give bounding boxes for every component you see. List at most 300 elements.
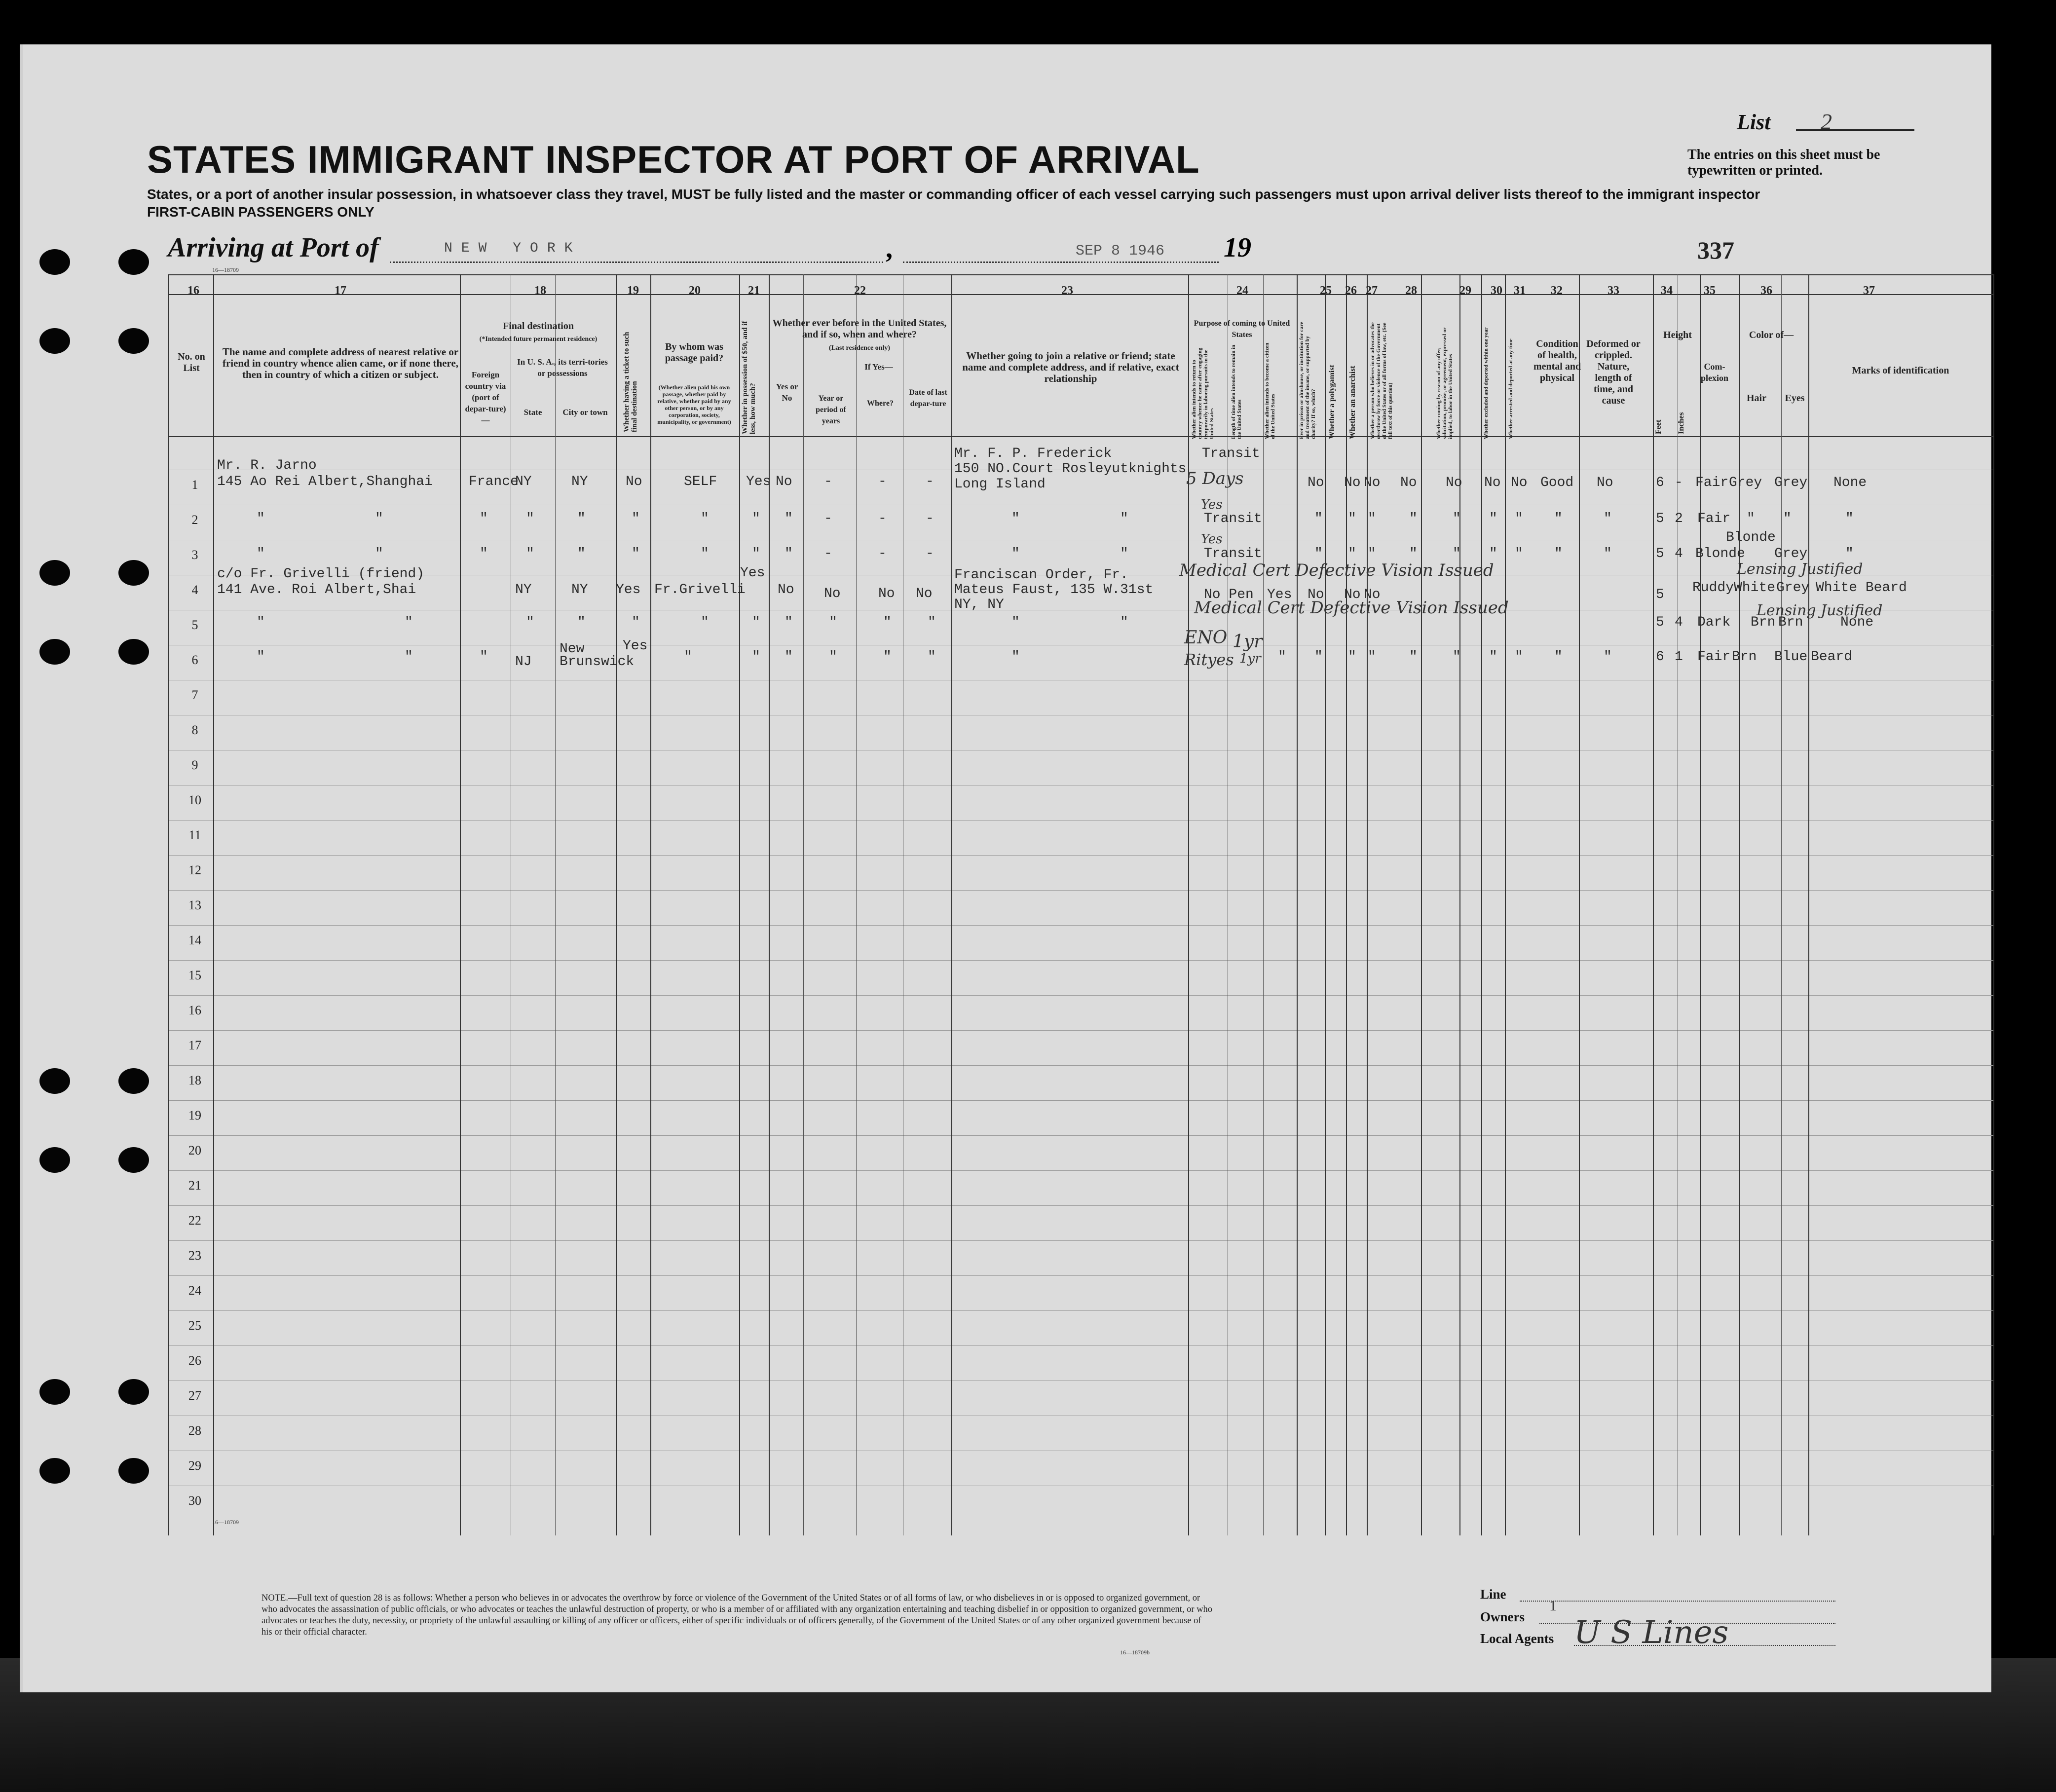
row-rule	[168, 1240, 1993, 1241]
r3-purpose: Transit	[1204, 546, 1262, 561]
r4-complexion: Ruddy	[1692, 580, 1734, 596]
r6-ditto: "	[1314, 649, 1323, 665]
r1-prison: No	[1308, 475, 1324, 490]
r6-purpose-hw3: Rityes	[1184, 650, 1234, 669]
r1-relative-name: Mr. R. Jarno	[217, 458, 317, 473]
r1-paid: SELF	[684, 474, 717, 489]
col-border	[1739, 274, 1740, 1535]
r4-join-name: Franciscan Order, Fr.	[954, 567, 1128, 583]
col-number: 23	[1061, 284, 1073, 297]
r4-paid: Fr.Grivelli	[654, 582, 746, 597]
r6-ditto: "	[405, 649, 413, 665]
r4-city: NY	[571, 582, 588, 597]
col-number: 32	[1551, 284, 1563, 297]
header-city: City or town	[562, 408, 608, 417]
r5-feet: 5	[1656, 615, 1664, 630]
row-number: 20	[188, 1143, 201, 1157]
col-number: 36	[1760, 284, 1772, 297]
header-date-departure: Date of last depar-ture	[909, 388, 947, 408]
list-number: 2	[1821, 109, 1832, 134]
r1-contract: No	[1446, 475, 1462, 490]
r1-anarchist: No	[1364, 475, 1381, 490]
row-rule	[168, 1030, 1993, 1031]
col-number: 19	[627, 284, 639, 297]
r6-purpose-hw2: 1yr	[1233, 632, 1263, 652]
punch-hole	[118, 249, 149, 275]
header-nearest-relative: The name and complete address of nearest relative or friend in country whence alien came, or if none there, then in country of which a citizen or subject.	[222, 346, 459, 380]
r2-ditto: "	[1120, 511, 1128, 526]
punch-hole	[39, 328, 70, 354]
arriving-label: Arriving at Port of	[168, 232, 379, 263]
header-prison: Ever in prison or almshouse, or institution for care and treatment of the insane, or supported by charity? If so, which?	[1299, 322, 1316, 439]
col-border	[739, 274, 740, 1535]
header-final-destination-note: (*Intended future permanent residence)	[479, 336, 598, 343]
row-number: 11	[188, 828, 201, 842]
r2-inches: 2	[1675, 511, 1683, 526]
col-number: 26	[1345, 284, 1357, 297]
punch-hole	[39, 560, 70, 586]
table-border	[168, 274, 1993, 275]
header-bottom	[168, 436, 1993, 437]
r2-complexion: Fair	[1697, 511, 1731, 526]
header-foreign-country: Foreign country via (port of depar-ture)—	[465, 370, 506, 425]
header-contract: Whether coming by reason of any offer, solicitation, promise, or agreement, expressed or implied, to labor in the United States	[1436, 327, 1454, 439]
col-number: 24	[1236, 284, 1248, 297]
r6-inches: 1	[1675, 649, 1683, 665]
punch-hole	[39, 249, 70, 275]
r1-overthrow: No	[1400, 475, 1417, 490]
r5-ditto: "	[632, 615, 640, 630]
row-rule	[168, 960, 1993, 961]
col-border	[1325, 274, 1326, 1535]
r6-ditto: "	[684, 649, 692, 665]
header-excluded: Whether excluded and deported within one year	[1483, 327, 1489, 439]
r1-date: -	[926, 474, 934, 489]
col-border	[616, 274, 617, 1535]
col-border	[1505, 274, 1506, 1535]
punch-hole	[118, 560, 149, 586]
col-number: 16	[187, 284, 199, 297]
r3-dash: -	[824, 546, 832, 561]
r5-ditto: "	[577, 615, 586, 630]
r4-relative-name: c/o Fr. Grivelli (friend)	[217, 566, 425, 582]
r1-feet: 6	[1656, 475, 1664, 490]
header-hair: Hair	[1747, 393, 1766, 404]
r4-where: No	[878, 586, 895, 601]
r4-purpose-c: Yes	[1267, 587, 1292, 602]
r4-feet: 5	[1656, 587, 1664, 602]
row-number: 15	[188, 968, 201, 982]
r6-ditto: "	[785, 649, 793, 665]
punch-hole	[118, 328, 149, 354]
r6-purpose-hw4: 1yr	[1239, 651, 1261, 666]
header-if-yes: If Yes—	[864, 362, 893, 372]
punch-hole	[118, 1458, 149, 1484]
r4-marks: White Beard	[1816, 580, 1907, 596]
r5-ditto: "	[1120, 615, 1128, 630]
r4-ticket: Yes	[616, 582, 641, 597]
r4-ever-before: No	[778, 582, 794, 597]
row-number: 1	[191, 478, 198, 492]
r2-ditto: "	[785, 511, 793, 526]
r1-inches: -	[1675, 475, 1683, 490]
r1-eyes: Grey	[1774, 475, 1808, 490]
col-number: 37	[1863, 284, 1875, 297]
col-number: 22	[854, 284, 866, 297]
col-border	[1346, 274, 1347, 1535]
r6-ditto: "	[1604, 649, 1612, 665]
r2-dash: -	[878, 511, 887, 526]
col-border	[951, 274, 952, 1535]
r2-feet: 5	[1656, 511, 1664, 526]
row-number: 6	[191, 653, 198, 667]
r3-ditto: "	[1604, 546, 1612, 561]
col-border	[1481, 274, 1482, 1535]
agents-label: Local Agents	[1480, 1631, 1554, 1646]
r2-ditto: "	[1348, 511, 1356, 526]
r2-ditto: "	[1453, 511, 1461, 526]
r1-join-name: Mr. F. P. Frederick	[954, 446, 1112, 461]
r5-hair: Brn	[1751, 615, 1776, 630]
r6-ticket: Yes	[623, 638, 648, 654]
col-border	[856, 274, 857, 1535]
punch-hole	[118, 1068, 149, 1094]
r6-ditto: "	[1011, 649, 1020, 665]
header-color-of: Color of—	[1749, 330, 1794, 340]
r2-ditto: "	[1747, 511, 1755, 526]
r2-ditto: "	[752, 511, 760, 526]
r3-ditto: "	[577, 546, 586, 561]
r4-date: No	[916, 586, 933, 601]
r1-purpose: Transit	[1202, 446, 1260, 461]
r2-ditto: "	[1604, 511, 1612, 526]
r4-medical-annotation: Medical Cert Defective Vision Issued	[1179, 560, 1494, 580]
row-number: 8	[191, 723, 198, 737]
r3-ditto: "	[1845, 546, 1854, 561]
header-height: Height	[1663, 330, 1692, 340]
r3-ditto: "	[752, 546, 760, 561]
col-border	[460, 274, 461, 1535]
col-border	[1188, 274, 1189, 1535]
r2-ditto: "	[1314, 511, 1323, 526]
punch-hole	[39, 1147, 70, 1173]
row-number: 3	[191, 548, 198, 562]
r3-ditto: "	[1314, 546, 1323, 561]
header-year-period: Year or period of years	[816, 394, 846, 425]
r2-ditto: "	[1554, 511, 1563, 526]
r2-ditto: "	[1515, 511, 1523, 526]
col-number: 31	[1514, 284, 1526, 297]
row-rule	[168, 1065, 1993, 1066]
punch-hole	[39, 1458, 70, 1484]
line-rule	[1520, 1601, 1835, 1602]
r5-ditto: "	[405, 615, 413, 630]
r4-eyes: Grey	[1776, 580, 1810, 596]
punch-hole	[118, 1147, 149, 1173]
r1-foreign-country: France	[469, 474, 519, 489]
header-overthrow: Whether a person who believes in or advocates the overthrow by force or violence of the Government of the United States or of all forms of law, etc. (See full text of this question)	[1370, 322, 1393, 439]
row-number: 14	[188, 933, 201, 947]
r6-feet: 6	[1656, 649, 1664, 665]
r4-purpose: No Pen	[1204, 587, 1254, 602]
header-deformed: Deformed or crippled. Nature, length of time, and cause	[1586, 338, 1641, 406]
col-border	[650, 274, 651, 1535]
col-border	[769, 274, 770, 1535]
col-number: 25	[1320, 284, 1332, 297]
r3-ditto: "	[526, 546, 534, 561]
col-border	[1653, 274, 1654, 1535]
r3-inches: 4	[1675, 546, 1683, 561]
header-arrested: Whether arrested and deported at any time	[1508, 338, 1514, 439]
header-eyes: Eyes	[1785, 393, 1805, 404]
r2-ditto: "	[1409, 511, 1418, 526]
r5-medical-annotation: Medical Cert Defective Vision Issued	[1194, 598, 1509, 618]
date-line	[903, 261, 1219, 263]
r6-ditto: "	[257, 649, 265, 665]
header-marks: Marks of identification	[1852, 365, 1949, 376]
r3-ditto: "	[375, 546, 383, 561]
row-number: 19	[188, 1108, 201, 1122]
r1-year: -	[824, 474, 832, 489]
col-border	[1993, 274, 1994, 1535]
port-value: NEW YORK	[444, 241, 582, 256]
row-number: 10	[188, 793, 201, 807]
row-rule	[168, 890, 1993, 891]
row-number: 9	[191, 758, 198, 772]
r3-purpose-handwritten: Yes	[1201, 532, 1223, 547]
col-border	[1459, 274, 1460, 1535]
r3-ditto: "	[1554, 546, 1563, 561]
row-rule	[168, 855, 1993, 856]
r5-ditto: "	[257, 615, 265, 630]
row-number: 23	[188, 1248, 201, 1263]
row-number: 13	[188, 898, 201, 912]
r2-ditto: "	[375, 511, 383, 526]
col-number: 35	[1704, 284, 1716, 297]
header-where: Where?	[867, 399, 894, 408]
r6-ditto: "	[1368, 649, 1376, 665]
row-rule	[168, 1310, 1993, 1311]
row-number: 4	[191, 583, 198, 597]
r2-purpose-handwritten: Yes	[1201, 497, 1223, 512]
r6-ditto: "	[1278, 649, 1286, 665]
row-number: 25	[188, 1318, 201, 1333]
r1-purpose-handwritten: 5 Days	[1186, 469, 1244, 488]
col-border	[555, 274, 556, 1535]
r4-relative-address: 141 Ave. Roi Albert,Shai	[217, 582, 416, 597]
r4-hair: White	[1734, 580, 1776, 596]
typewritten-notice: The entries on this sheet must be typewritten or printed.	[1687, 147, 1880, 178]
r1-deformed: No	[1597, 475, 1613, 490]
col-number: 27	[1366, 284, 1378, 297]
r5-complexion: Dark	[1697, 615, 1731, 630]
col-border	[168, 274, 169, 1535]
r4-prison: No	[1308, 587, 1324, 602]
col-border	[1367, 274, 1368, 1535]
r3-ditto: "	[1368, 546, 1376, 561]
header-no-on-list: No. on List	[178, 351, 205, 373]
header-polygamist: Whether a polygamist	[1328, 365, 1336, 439]
r6-eyes: Blue	[1774, 649, 1808, 665]
r2-ditto: "	[1783, 511, 1792, 526]
r6-city-line1: New	[560, 641, 585, 657]
header-feet: Feet	[1654, 419, 1663, 434]
r5-eyes: Brn	[1778, 615, 1803, 630]
row-number: 5	[191, 618, 198, 632]
r3-ditto: "	[1011, 546, 1020, 561]
r1-join-address: 150 NO.Court Rosleyutknights	[954, 461, 1187, 477]
col-number: 17	[335, 284, 346, 297]
r6-ditto: "	[883, 649, 892, 665]
row-rule	[168, 1275, 1993, 1276]
col-border	[213, 274, 214, 1535]
r3-dash: -	[878, 546, 887, 561]
r6-ditto: "	[1554, 649, 1563, 665]
r4-lensing-annotation: Lensing Justified	[1737, 560, 1863, 578]
col-border	[1579, 274, 1580, 1535]
r3-feet: 5	[1656, 546, 1664, 561]
row-rule	[168, 925, 1993, 926]
punch-hole	[118, 1379, 149, 1405]
header-yes-no: Yes or No	[776, 382, 798, 403]
r2-ditto: "	[1368, 511, 1376, 526]
punch-hole	[39, 639, 70, 665]
r2-ditto: "	[632, 511, 640, 526]
r6-ditto: "	[752, 649, 760, 665]
r2-ditto: "	[480, 511, 488, 526]
header-ever-before-note: (Last residence only)	[828, 344, 891, 352]
row-number: 24	[188, 1283, 201, 1298]
col-number: 20	[689, 284, 701, 297]
row-rule	[168, 1135, 1993, 1136]
r1-possession: Yes	[746, 474, 771, 489]
r2-ditto: "	[701, 511, 709, 526]
header-state: State	[523, 408, 542, 417]
r6-ditto: "	[1409, 649, 1418, 665]
row-number: 17	[188, 1038, 201, 1052]
row-rule	[168, 1205, 1993, 1206]
header-purpose-c: Whether alien intends to become a citizen of the United States	[1264, 342, 1276, 439]
header-ticket: Whether having a ticket to such final destination	[623, 332, 638, 432]
r2-dash: -	[926, 511, 934, 526]
r2-ditto: "	[1845, 511, 1854, 526]
r3-eyes: Grey	[1774, 546, 1808, 561]
r6-state: NJ	[515, 654, 532, 670]
header-anarchist: Whether an anarchist	[1348, 366, 1357, 439]
col-border	[1421, 274, 1422, 1535]
header-inches: Inches	[1677, 412, 1685, 434]
header-possession: Whether in possession of $50, and if less, how much?	[741, 321, 757, 434]
col-number: 18	[534, 284, 546, 297]
col-border	[803, 274, 804, 1535]
header-passage-paid-note: (Whether alien paid his own passage, whether paid by relative, whether paid by any other person, or by any corporation, society, municipality, or government)	[657, 384, 731, 425]
r5-inches: 4	[1675, 615, 1683, 630]
list-underline	[1796, 129, 1914, 131]
r2-purpose: Transit	[1204, 511, 1262, 526]
col-border	[1297, 274, 1298, 1535]
r1-hair: Grey	[1729, 475, 1762, 490]
comma: ,	[886, 233, 893, 264]
r1-polygamist: No	[1344, 475, 1361, 490]
r2-ditto: "	[1011, 511, 1020, 526]
r3-ditto: "	[1515, 546, 1523, 561]
r4-polygamist: No	[1344, 587, 1361, 602]
col-border	[1700, 274, 1701, 1535]
r5-ditto: "	[785, 615, 793, 630]
header-final-destination: Final destination	[503, 321, 574, 332]
row-rule	[168, 995, 1993, 996]
row-number: 18	[188, 1073, 201, 1087]
r1-city: NY	[571, 474, 588, 489]
r3-complexion: Blonde	[1695, 546, 1745, 561]
r1-join-city: Long Island	[954, 477, 1046, 492]
row-number: 29	[188, 1458, 201, 1473]
port-line	[390, 261, 883, 263]
col-border	[1808, 274, 1809, 1535]
r2-dash: -	[824, 511, 832, 526]
owners-label: Owners	[1480, 1609, 1525, 1624]
r5-ditto: "	[701, 615, 709, 630]
r4-year: No	[824, 586, 841, 601]
cabin-class: FIRST-CABIN PASSENGERS ONLY	[147, 204, 374, 220]
row-number: 30	[188, 1493, 201, 1508]
row-number: 7	[191, 688, 198, 702]
r1-arrested: No	[1511, 475, 1528, 490]
r1-ever-before: No	[776, 474, 792, 489]
punch-hole	[39, 1379, 70, 1405]
r6-purpose-hw1: ENO	[1184, 628, 1228, 648]
list-label: List	[1737, 110, 1771, 134]
r6-hair: Brn	[1732, 649, 1757, 665]
row-rule	[168, 1345, 1993, 1346]
row-rule	[168, 1170, 1993, 1171]
r4-join-city: NY, NY	[954, 597, 1004, 612]
r1-where: -	[878, 474, 887, 489]
owners-mark: 1	[1549, 1598, 1557, 1614]
r3-dash: -	[926, 546, 934, 561]
r2-ditto: "	[1489, 511, 1497, 526]
r1-marks: None	[1833, 475, 1867, 490]
col-number: 28	[1405, 284, 1417, 297]
r6-ditto: "	[1453, 649, 1461, 665]
r3-ditto: "	[785, 546, 793, 561]
form-code-bottom: 16—18709	[212, 1519, 239, 1526]
r4-possession: Yes	[740, 565, 765, 581]
r4-anarchist: No	[1364, 587, 1381, 602]
r1-complexion: Fair	[1695, 475, 1729, 490]
col-number: 34	[1661, 284, 1673, 297]
row-number: 21	[188, 1178, 201, 1193]
r1-state: NY	[515, 474, 532, 489]
row-number: 26	[188, 1353, 201, 1368]
form-code: 16—18709	[212, 266, 239, 273]
col-border	[1781, 274, 1782, 1535]
r3-ditto: "	[1409, 546, 1418, 561]
r3-ditto: "	[701, 546, 709, 561]
footnote-question-28: NOTE.—Full text of question 28 is as follows: Whether a person who believes in or advocates the overthrow by force or violence of the Government of the United States or of all forms of law, or who disbelieves in or is opposed to organized government, or who advocates the assassination of public officials, or who advocates or teaches the unlawful destruction of property, or who is a member of or affiliated with any organization entertaining and teaching disbelief in or opposition to organized government, or who advocates or teaches the duty, necessity, or propriety of the unlawful assaulting or killing of any officer or officers, either of specific individuals or of officers generally, of the Government of the United States or of any other organized government because of his or their official character.	[262, 1593, 1213, 1637]
r6-complexion: Fair	[1697, 649, 1731, 665]
punch-hole	[39, 1068, 70, 1094]
row-number: 2	[191, 513, 198, 527]
r3-ditto: "	[1348, 546, 1356, 561]
r3-hair-above: Blonde	[1726, 530, 1776, 545]
header-join-relative: Whether going to join a relative or friend; state name and complete address, and if relative, exact relationship	[962, 350, 1179, 384]
header-purpose-b: Length of time alien intends to remain in the United States	[1231, 344, 1242, 439]
r6-ditto: "	[928, 649, 936, 665]
instructions: States, or a port of another insular possession, in whatsoever class they travel, MUST be fully listed and the master or commanding officer of each vessel carrying such passengers must upon arrival deliver lists thereof to the immigrant inspector	[147, 187, 1760, 202]
r3-ditto: "	[257, 546, 265, 561]
col-border	[1263, 274, 1264, 1535]
